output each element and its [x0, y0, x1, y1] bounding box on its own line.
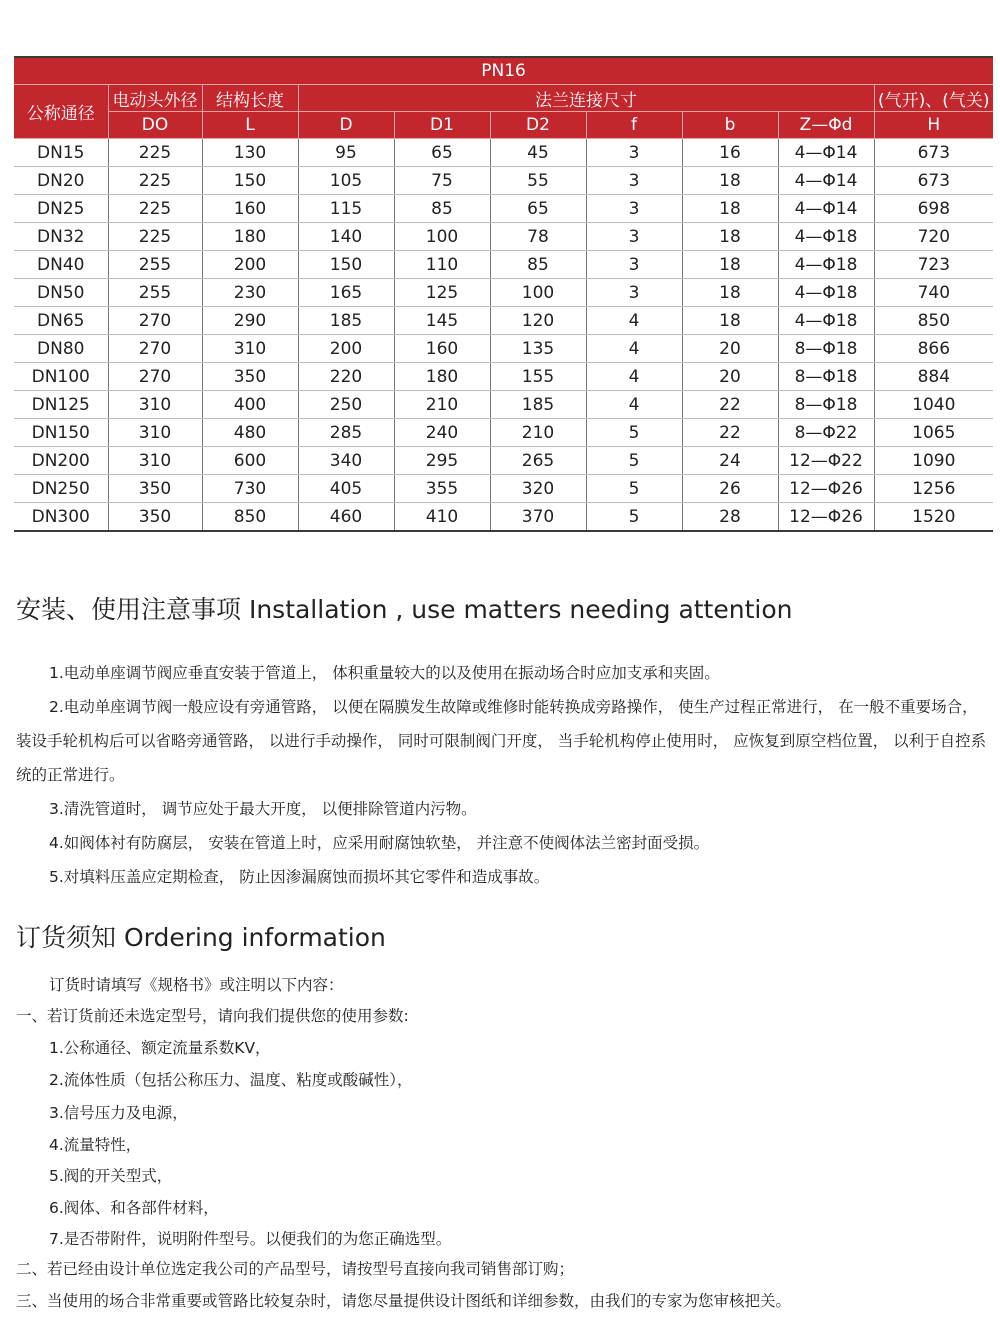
- table-cell: 673: [874, 167, 993, 195]
- table-cell: DN200: [14, 447, 108, 475]
- table-cell: 220: [298, 363, 394, 391]
- height-header: (气开)、(气关): [874, 85, 993, 112]
- ordering-param-2: 2.流体性质（包括公称压力、温度、粘度或酸碱性），: [49, 1071, 413, 1089]
- table-cell: 698: [874, 195, 993, 223]
- table-cell: 12—Φ22: [778, 447, 874, 475]
- table-cell: 8—Φ18: [778, 363, 874, 391]
- table-cell: DN80: [14, 335, 108, 363]
- table-cell: 3: [586, 195, 682, 223]
- spec-table: [14, 56, 993, 532]
- ordering-section-3: 三、当使用的场合非常重要或管路比较复杂时，请您尽量提供设计图纸和详细参数，由我们的专家为您审核把关。: [16, 1292, 792, 1310]
- table-cell: 723: [874, 251, 993, 279]
- table-cell: 135: [490, 335, 586, 363]
- ordering-heading: 订货须知 Ordering information: [16, 923, 386, 952]
- table-cell: 185: [490, 391, 586, 419]
- table-cell: 310: [202, 335, 298, 363]
- table-cell: 18: [682, 167, 778, 195]
- table-cell: DN20: [14, 167, 108, 195]
- table-cell: 340: [298, 447, 394, 475]
- installation-item-5: 5.对填料压盖应定期检查， 防止因渗漏腐蚀而损坏其它零件和造成事故。: [49, 868, 550, 886]
- table-cell: 5: [586, 503, 682, 532]
- ordering-section-1: 一、若订货前还未选定型号，请向我们提供您的使用参数:: [16, 1007, 409, 1025]
- table-cell: 85: [394, 195, 490, 223]
- table-row: [14, 391, 993, 419]
- table-cell: 320: [490, 475, 586, 503]
- sub-header-l: L: [202, 112, 298, 139]
- table-cell: 18: [682, 195, 778, 223]
- table-row: [14, 195, 993, 223]
- table-cell: 78: [490, 223, 586, 251]
- table-cell: 884: [874, 363, 993, 391]
- ordering-param-3: 3.信号压力及电源，: [49, 1104, 188, 1122]
- table-cell: 4: [586, 391, 682, 419]
- table-cell: DN15: [14, 139, 108, 167]
- ordering-intro: 订货时请填写《规格书》或注明以下内容：: [49, 976, 344, 994]
- table-row: [14, 251, 993, 279]
- table-cell: 4: [586, 335, 682, 363]
- table-row: [14, 447, 993, 475]
- ordering-param-6: 6.阀体、和各部件材料，: [49, 1199, 219, 1217]
- table-cell: DN50: [14, 279, 108, 307]
- table-cell: 12—Φ26: [778, 503, 874, 532]
- table-cell: 370: [490, 503, 586, 532]
- table-row: [14, 167, 993, 195]
- table-cell: 866: [874, 335, 993, 363]
- table-cell: 230: [202, 279, 298, 307]
- table-cell: 20: [682, 335, 778, 363]
- table-row: [14, 363, 993, 391]
- table-cell: 3: [586, 167, 682, 195]
- table-cell: 12—Φ26: [778, 475, 874, 503]
- flange-size-header: 法兰连接尺寸: [298, 85, 874, 112]
- table-cell: 1256: [874, 475, 993, 503]
- table-row: [14, 139, 993, 167]
- table-cell: 600: [202, 447, 298, 475]
- table-row: [14, 419, 993, 447]
- table-cell: 225: [108, 195, 202, 223]
- table-cell: 4—Φ18: [778, 223, 874, 251]
- installation-item-1: 1.电动单座调节阀应垂直安装于管道上， 体积重量较大的以及使用在振动场合时应加支承和夹固。: [49, 664, 720, 682]
- table-cell: 8—Φ22: [778, 419, 874, 447]
- table-cell: 5: [586, 419, 682, 447]
- table-cell: 8—Φ18: [778, 391, 874, 419]
- installation-item-2: 2.电动单座调节阀一般应设有旁通管路， 以便在隔膜发生故障或维修时能转换成旁路操作， 使生产过程正常进行， 在一般不重要场合， 装设手轮机构后可以省略旁通管路， 以进行手动操作， 同时可限制阀门开度， 当手轮机构停止使用时， 应恢复到原空档位置， 以利于自控系统的正常进行。: [16, 698, 987, 784]
- ordering-section-2: 二、若已经由设计单位选定我公司的产品型号，请按型号直接向我司销售部订购；: [16, 1260, 575, 1278]
- table-cell: 240: [394, 419, 490, 447]
- table-cell: 400: [202, 391, 298, 419]
- table-cell: 45: [490, 139, 586, 167]
- table-cell: 3: [586, 139, 682, 167]
- table-cell: 255: [108, 251, 202, 279]
- table-cell: 18: [682, 251, 778, 279]
- installation-heading: 安装、使用注意事项 Installation , use matters needing attention: [16, 595, 793, 624]
- table-cell: 100: [394, 223, 490, 251]
- table-cell: 210: [394, 391, 490, 419]
- table-cell: 110: [394, 251, 490, 279]
- table-cell: DN250: [14, 475, 108, 503]
- table-cell: 65: [394, 139, 490, 167]
- table-cell: 145: [394, 307, 490, 335]
- table-cell: 150: [298, 251, 394, 279]
- table-cell: 130: [202, 139, 298, 167]
- table-cell: DN32: [14, 223, 108, 251]
- table-cell: 16: [682, 139, 778, 167]
- table-cell: 4—Φ18: [778, 251, 874, 279]
- sub-header-d1: D1: [394, 112, 490, 139]
- table-cell: 4—Φ14: [778, 167, 874, 195]
- table-cell: 225: [108, 223, 202, 251]
- table-cell: DN300: [14, 503, 108, 532]
- table-cell: DN40: [14, 251, 108, 279]
- installation-item-3: 3.清洗管道时， 调节应处于最大开度， 以便排除管道内污物。: [49, 800, 477, 818]
- table-cell: 95: [298, 139, 394, 167]
- table-cell: 225: [108, 139, 202, 167]
- table-cell: 255: [108, 279, 202, 307]
- table-cell: 1090: [874, 447, 993, 475]
- table-cell: 150: [202, 167, 298, 195]
- table-row: [14, 475, 993, 503]
- table-cell: 740: [874, 279, 993, 307]
- table-cell: 22: [682, 391, 778, 419]
- ordering-param-1: 1.公称通径、额定流量系数KV，: [49, 1039, 271, 1057]
- sub-header-b: b: [682, 112, 778, 139]
- table-row: [14, 279, 993, 307]
- table-cell: 180: [202, 223, 298, 251]
- table-cell: 18: [682, 307, 778, 335]
- table-cell: 125: [394, 279, 490, 307]
- table-cell: 185: [298, 307, 394, 335]
- table-cell: 225: [108, 167, 202, 195]
- table-cell: 350: [202, 363, 298, 391]
- table-cell: 355: [394, 475, 490, 503]
- ordering-param-5: 5.阀的开关型式，: [49, 1167, 173, 1185]
- nominal-diameter-header: 公称通径: [14, 85, 108, 139]
- table-cell: 55: [490, 167, 586, 195]
- table-cell: 270: [108, 307, 202, 335]
- table-cell: 265: [490, 447, 586, 475]
- table-cell: 120: [490, 307, 586, 335]
- table-cell: 850: [874, 307, 993, 335]
- table-cell: 410: [394, 503, 490, 532]
- table-cell: 4: [586, 307, 682, 335]
- table-cell: 155: [490, 363, 586, 391]
- table-row: [14, 503, 993, 532]
- table-row: [14, 335, 993, 363]
- table-cell: 100: [490, 279, 586, 307]
- table-cell: 460: [298, 503, 394, 532]
- table-cell: 1520: [874, 503, 993, 532]
- table-cell: 3: [586, 279, 682, 307]
- actuator-diameter-header: 电动头外径: [108, 85, 202, 112]
- table-cell: 295: [394, 447, 490, 475]
- table-cell: 24: [682, 447, 778, 475]
- table-cell: 250: [298, 391, 394, 419]
- table-cell: 4—Φ18: [778, 307, 874, 335]
- table-cell: 480: [202, 419, 298, 447]
- table-cell: 1040: [874, 391, 993, 419]
- table-cell: 105: [298, 167, 394, 195]
- table-cell: DN150: [14, 419, 108, 447]
- table-cell: 310: [108, 447, 202, 475]
- table-cell: 4: [586, 363, 682, 391]
- structure-length-header: 结构长度: [202, 85, 298, 112]
- table-row: [14, 223, 993, 251]
- table-cell: 28: [682, 503, 778, 532]
- table-cell: 75: [394, 167, 490, 195]
- pressure-header: PN16: [14, 57, 993, 85]
- table-cell: 200: [202, 251, 298, 279]
- table-cell: 20: [682, 363, 778, 391]
- table-cell: 730: [202, 475, 298, 503]
- table-cell: 350: [108, 503, 202, 532]
- table-cell: 350: [108, 475, 202, 503]
- table-cell: 5: [586, 475, 682, 503]
- table-cell: 3: [586, 223, 682, 251]
- table-cell: 85: [490, 251, 586, 279]
- table-cell: 22: [682, 419, 778, 447]
- sub-header-f: f: [586, 112, 682, 139]
- table-cell: 4—Φ14: [778, 139, 874, 167]
- table-cell: 18: [682, 223, 778, 251]
- table-cell: 140: [298, 223, 394, 251]
- spec-table-body: [14, 139, 993, 532]
- table-cell: 270: [108, 363, 202, 391]
- table-cell: 26: [682, 475, 778, 503]
- table-cell: 285: [298, 419, 394, 447]
- installation-item-4: 4.如阀体衬有防腐层， 安装在管道上时，应采用耐腐蚀软垫， 并注意不使阀体法兰密封面受损。: [49, 834, 710, 852]
- table-row: [14, 307, 993, 335]
- table-cell: 115: [298, 195, 394, 223]
- table-cell: 18: [682, 279, 778, 307]
- table-cell: 310: [108, 391, 202, 419]
- table-cell: 310: [108, 419, 202, 447]
- table-cell: 270: [108, 335, 202, 363]
- table-cell: 65: [490, 195, 586, 223]
- table-cell: 180: [394, 363, 490, 391]
- ordering-param-4: 4.流量特性，: [49, 1136, 142, 1154]
- table-cell: 5: [586, 447, 682, 475]
- table-cell: 290: [202, 307, 298, 335]
- table-cell: 1065: [874, 419, 993, 447]
- table-cell: DN125: [14, 391, 108, 419]
- table-cell: 210: [490, 419, 586, 447]
- table-cell: DN25: [14, 195, 108, 223]
- sub-header-h: H: [874, 112, 993, 139]
- table-cell: 850: [202, 503, 298, 532]
- table-cell: 405: [298, 475, 394, 503]
- table-cell: DN65: [14, 307, 108, 335]
- table-cell: 3: [586, 251, 682, 279]
- table-cell: 4—Φ14: [778, 195, 874, 223]
- table-cell: 4—Φ18: [778, 279, 874, 307]
- table-cell: 720: [874, 223, 993, 251]
- ordering-param-7: 7.是否带附件，说明附件型号。以便我们的为您正确选型。: [49, 1230, 452, 1248]
- sub-header-d2: D2: [490, 112, 586, 139]
- table-cell: 160: [202, 195, 298, 223]
- table-cell: 200: [298, 335, 394, 363]
- table-cell: 673: [874, 139, 993, 167]
- sub-header-z-d: Z—Φd: [778, 112, 874, 139]
- table-cell: DN100: [14, 363, 108, 391]
- table-cell: 8—Φ18: [778, 335, 874, 363]
- sub-header-d: D: [298, 112, 394, 139]
- table-cell: 160: [394, 335, 490, 363]
- sub-header-do: DO: [108, 112, 202, 139]
- table-cell: 165: [298, 279, 394, 307]
